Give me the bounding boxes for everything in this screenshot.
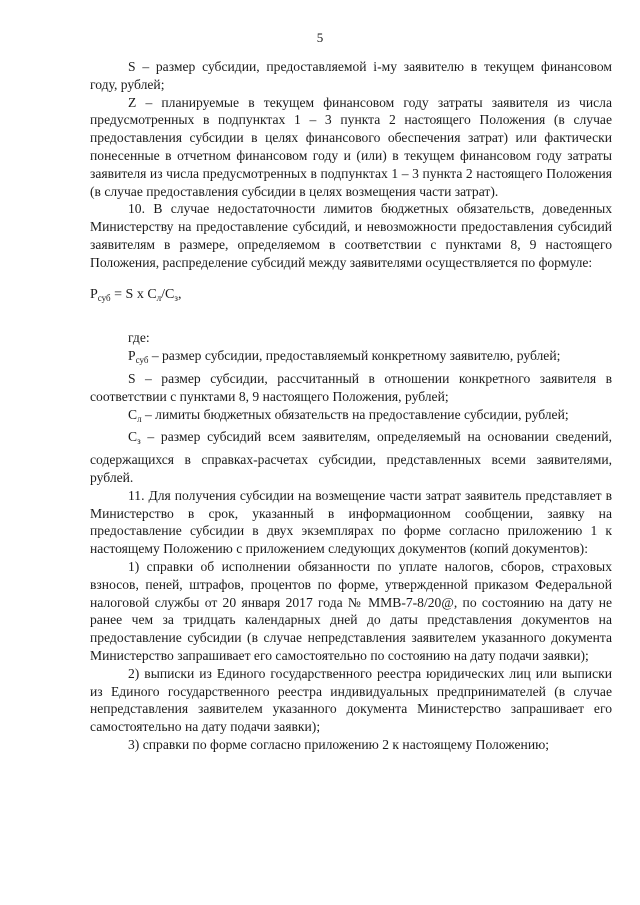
- distribution-formula: [90, 286, 612, 308]
- symbol-p-sub: суб: [135, 355, 149, 366]
- paragraph-cl-definition: [90, 406, 612, 429]
- paragraph-s2-definition: S – размер субсидии, рассчитанный в отношении конкретного заявителя в соответствии с пунктами 8, 9 настоящего Положения, рублей;: [90, 370, 612, 404]
- symbol-p: P: [128, 348, 136, 364]
- formula-cz-sub: з: [174, 292, 178, 303]
- paragraph-10: 10. В случае недостаточности лимитов бюджетных обязательств, доведенных Министерству на предоставление субсидий, и невозможности предоставления субсидий заявителям в размере, определяемом в соответствии с пунктами 8, 9 настоящего Положения, распределение субсидий между заявителями осуществляется по формуле:: [90, 201, 612, 270]
- paragraph-s-definition: S – размер субсидии, предоставляемой i-му заявителю в текущем финансовом году, рублей;: [90, 59, 612, 92]
- paragraph-where: где:: [128, 330, 150, 346]
- list-item-1: 1) справки об исполнении обязанности по уплате налогов, сборов, страховых взносов, пеней, штрафов, процентов по форме, утвержденной приказом Федеральной налоговой службы от 20 января 2017 года № ММВ-7-8/20@, по состоянию на дату не ранее чем за тридцать календарных дней до даты представления документов на предоставление субсидии (в случае непредставления заявителем указанного документа Министерство запрашивает его самостоятельно по состоянию на дату подачи заявки);: [90, 558, 612, 663]
- list-item-3: 3) справки по форме согласно приложению 2 к настоящему Положению;: [128, 736, 550, 752]
- paragraph-cz-definition: [90, 428, 612, 486]
- formula-p-sub: суб: [97, 292, 111, 303]
- cl-text: – лимиты бюджетных обязательств на предоставление субсидии, рублей;: [144, 406, 569, 422]
- cz-text: – размер субсидий всем заявителям, определяемый на основании сведений, содержащихся в справках-расчетах субсидии, представленных всеми заявителями, рублей.: [90, 429, 613, 485]
- page-number: 5: [316, 30, 324, 45]
- paragraph-psub-definition: [90, 347, 612, 370]
- list-item-2: 2) выписки из Единого государственного реестра юридических лиц или выписки из Единого государственного реестра индивидуальных предпринимателей (в случае непредставления заявителем указанного документа Министерство запрашивает его самостоятельно на дату подачи заявки);: [90, 665, 612, 735]
- symbol-cz-sub: з: [137, 436, 141, 447]
- symbol-cl-sub: л: [137, 413, 142, 424]
- paragraph-z-definition: Z – планируемые в текущем финансовом году затраты заявителя из числа предусмотренных в подпунктах 1 – 3 пункта 2 настоящего Положения (в случае предоставления субсидии в целях финансового обеспечения затрат) или фактически понесенные в отчетном финансовом году и (или) в текущем финансовом году затраты заявителя из числа предусмотренных в подпунктах 1 – 3 пункта 2 настоящего Положения (в случае предоставления субсидии в целях возмещения части затрат).: [90, 94, 612, 199]
- formula-p: P: [90, 286, 98, 302]
- paragraph-11: 11. Для получения субсидии на возмещение части затрат заявитель представляет в Министерство в срок, указанный в информационном сообщении, заявку на предоставление субсидии в двух экземплярах по форме согласно приложению 1 к настоящему Положению с приложением следующих документов (копий документов):: [90, 487, 612, 557]
- document-body: [90, 58, 612, 754]
- symbol-cz: C: [128, 429, 138, 445]
- formula-cl-sub: л: [156, 292, 162, 303]
- formula-end: ,: [177, 286, 182, 302]
- formula-slash: /C: [161, 286, 175, 302]
- symbol-cl: C: [128, 406, 138, 422]
- formula-middle: = S x C: [110, 286, 157, 302]
- psub-text: – размер субсидии, предоставляемый конкретному заявителю, рублей;: [151, 348, 561, 364]
